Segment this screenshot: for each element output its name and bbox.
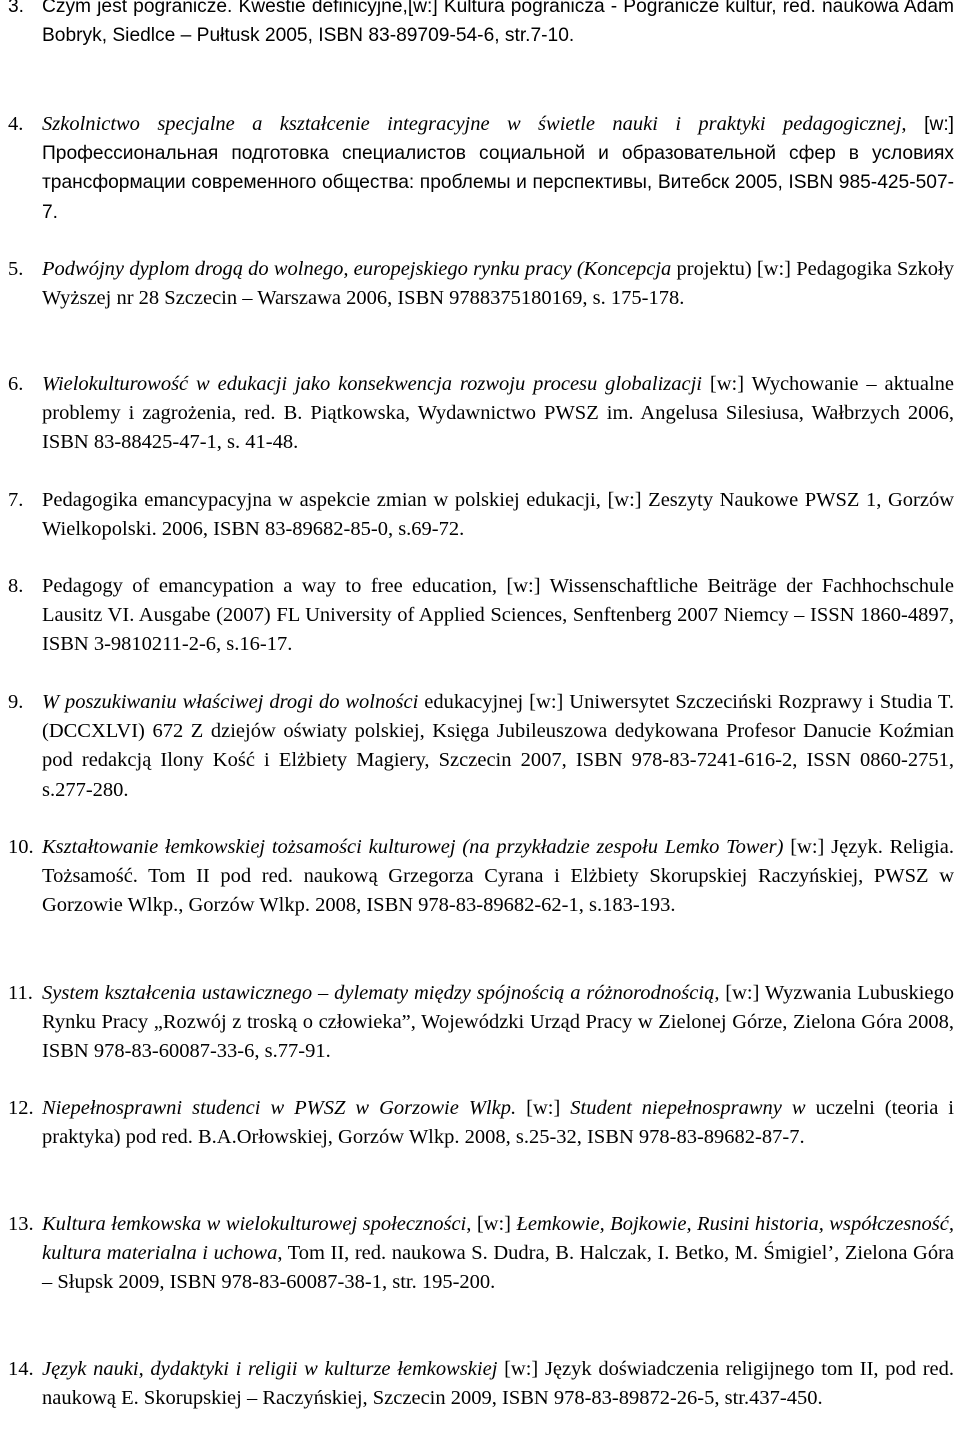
entry-text-segment: [w:] Профессиональная подготовка специалистов социальной и образовательной сфер в условиях трансформации современного общества: проблемы и перспективы, Витебск 2005, ISBN 985-425-507-7.: [42, 114, 954, 223]
entry-number: 14.: [8, 1358, 34, 1380]
bibliography-entry-14: [8, 1355, 954, 1413]
entry-text: [42, 688, 954, 805]
entry-title: System kształcenia ustawicznego – dylematy między spójnością a różnorodnością,: [42, 982, 720, 1004]
entry-title: Wielokulturowość w edukacji jako konsekwencja rozwoju procesu globalizacji: [42, 373, 702, 395]
entry-text-segment: , [w:]: [466, 1213, 517, 1235]
entry-title: Kształtowanie łemkowskiej tożsamości kulturowej (na przykładzie zespołu Lemko Tower): [42, 836, 784, 858]
entry-number: 5.: [8, 258, 24, 280]
entry-text: [42, 1094, 954, 1152]
entry-text-segment: uczelni (teoria i praktyka) pod red. B.A.Orłowskiej, Gorzów Wlkp. 2008, s.25-32, ISBN 978-83-89682-87-7.: [42, 1097, 955, 1149]
entry-title: Szkolnictwo specjalne a kształcenie integracyjne w świetle nauki i praktyki pedagogicznej,: [42, 113, 907, 135]
entry-number: 10.: [8, 836, 34, 858]
entry-text-segment: edukacyjnej [w:] Uniwersytet Szczeciński Rozprawy i Studia T. (DCCXLVI) 672 Z dziejów oświaty polskiej, Księga Jubileuszowa dedykowana Profesor Danucie Koźmian pod redakcją Ilony Kość i Elżbiety Magiery, Szczecin 2007, ISBN 978-83-7241-616-2, ISSN 0860-2751, s.277-280.: [42, 691, 954, 801]
entry-title: W poszukiwaniu właściwej drogi do wolności: [42, 691, 419, 713]
entry-number: 11.: [8, 982, 33, 1004]
entry-title: Kultura łemkowska w wielokulturowej społeczności: [42, 1213, 467, 1235]
entry-text-segment: [w:] Wychowanie – aktualne problemy i zagrożenia, red. B. Piątkowska, Wydawnictwo PWSZ im. Angelusa Silesiusa, Wałbrzych 2006, ISBN 83-88425-47-1, s. 41-48.: [42, 373, 954, 454]
bibliography-entry-4: [8, 110, 954, 227]
entry-text-segment: [w:] Wyzwania Lubuskiego Rynku Pracy „Rozwój z troską o człowieka”, Wojewódzki Urząd Pracy w Zielonej Górze, Zielona Góra 2008, ISBN 978-83-60087-33-6, s.77-91.: [42, 982, 954, 1063]
entry-text: [42, 486, 954, 544]
entry-number: 13.: [8, 1213, 34, 1235]
entry-number: 3.: [8, 0, 25, 17]
entry-text-segment: [w:] Język doświadczenia religijnego tom II, pod red. naukową E. Skorupskiej – Raczyńskiej, Szczecin 2009, ISBN 978-83-89872-26-5, str.437-450.: [42, 1358, 954, 1410]
bibliography-entry-10: [8, 833, 954, 921]
entry-title: Język nauki, dydaktyki i religii w kulturze łemkowskiej: [42, 1358, 498, 1380]
entry-text-segment: , Tom II, red. naukowa S. Dudra, B. Halczak, I. Betko, M. Śmigiel’, Zielona Góra – Słupsk 2009, ISBN 978-83-60087-38-1, str. 195-200.: [42, 1242, 955, 1294]
entry-text-segment: Pedagogy of emancypation a way to free education, [w:] Wissenschaftliche Beiträge der Fachhochschule Lausitz VI. Ausgabe (2007) FL University of Applied Sciences, Senftenberg 2007 Niemcy – ISSN 1860-4897, ISBN 3-9810211-2-6, s.16-17.: [42, 575, 954, 656]
entry-text-segment: [w:]: [516, 1097, 571, 1119]
entry-text-segment: [w:] Język. Religia. Tożsamość. Tom II pod red. naukową Grzegorza Cyrana i Elżbiety Skorupskiej Raczyńskiej, PWSZ w Gorzowie Wlkp., Gorzów Wlkp. 2008, ISBN 978-83-89682-62-1, s.183-193.: [42, 836, 954, 917]
entry-text: [42, 255, 954, 313]
bibliography-entry-6: [8, 370, 954, 458]
entry-text: [42, 1210, 954, 1298]
entry-number: 9.: [8, 691, 24, 713]
entry-title: Podwójny dyplom drogą do wolnego, europejskiego rynku pracy (Koncepcja: [42, 258, 672, 280]
entry-text: [42, 370, 954, 458]
bibliography-entry-13: [8, 1210, 954, 1298]
entry-text-segment: projektu) [w:] Pedagogika Szkoły Wyższej nr 28 Szczecin – Warszawa 2006, ISBN 9788375180169, s. 175-178.: [42, 258, 954, 310]
entry-text: [42, 572, 954, 660]
entry-text: [42, 0, 954, 50]
entry-number: 6.: [8, 373, 24, 395]
entry-text-segment: Pedagogika emancypacyjna w aspekcie zmian w polskiej edukacji, [w:] Zeszyty Naukowe PWSZ 1, Gorzów Wielkopolski. 2006, ISBN 83-89682-85-0, s.69-72.: [42, 489, 954, 541]
bibliography-entry-8: [8, 572, 954, 660]
bibliography-entry-7: [8, 486, 954, 544]
entry-source-title: Łemkowie, Bojkowie, Rusini historia, współczesność, kultura materialna i uchowa: [42, 1213, 955, 1265]
entry-text: [42, 110, 954, 227]
bibliography-entry-3: [8, 0, 954, 50]
entry-number: 4.: [8, 113, 24, 135]
entry-number: 12.: [8, 1097, 34, 1119]
bibliography-entry-12: [8, 1094, 954, 1152]
entry-source-title: Student niepełnosprawny w: [570, 1097, 806, 1119]
bibliography-entry-9: [8, 688, 954, 805]
entry-number: 7.: [8, 489, 24, 511]
entry-title: Niepełnosprawni studenci w PWSZ w Gorzowie Wlkp.: [42, 1097, 517, 1119]
entry-text-segment: Czym jest pogranicze. Kwestie definicyjne,[w:] Kultura pogranicza - Pogranicze kultur, red. naukowa Adam Bobryk, Siedlce – Pułtusk 2005, ISBN 83-89709-54-6, str.7-10.: [42, 0, 954, 47]
entry-text: [42, 833, 954, 921]
entry-text: [42, 979, 954, 1067]
bibliography-entry-5: [8, 255, 954, 313]
entry-text: [42, 1355, 954, 1413]
bibliography-entry-11: [8, 979, 954, 1067]
entry-number: 8.: [8, 575, 24, 597]
